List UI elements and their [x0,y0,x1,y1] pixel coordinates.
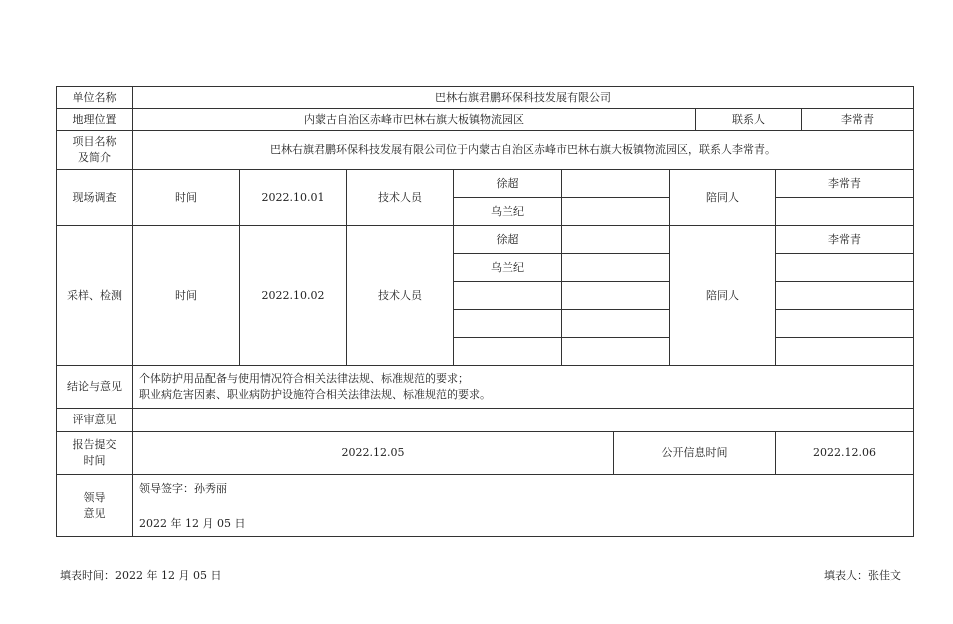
survey-accompany-blank [776,198,914,226]
sampling-tech-blank [562,254,670,282]
value-sampling-date: 2022.10.02 [240,226,347,366]
value-unit-name: 巴林右旗君鹏环保科技发展有限公司 [133,87,914,109]
survey-tech-blank [562,198,670,226]
label-project [57,131,133,170]
row-conclusion [57,366,914,409]
sampling-tech-name: 徐超 [454,226,562,254]
sampling-tech-blank [562,226,670,254]
label-project-line2: 及简介 [78,151,111,164]
sampling-accompany-name [776,254,914,282]
row-survey-1 [57,170,914,198]
label-leader-line2: 意见 [83,506,106,520]
survey-tech-blank [562,170,670,198]
label-contact: 联系人 [696,109,802,131]
sampling-tech-blank [562,282,670,310]
sampling-accompany-name [776,310,914,338]
value-location: 内蒙古自治区赤峰市巴林右旗大板镇物流园区 [133,109,696,131]
row-location [57,109,914,131]
row-review [57,409,914,432]
label-report-time [57,432,133,475]
row-project [57,131,914,170]
row-report [57,432,914,475]
value-leader [133,475,914,537]
sampling-tech-blank [562,338,670,366]
conclusion-line1: 个体防护用品配备与使用情况符合相关法律法规、标准规范的要求； [139,372,469,385]
sampling-tech-name: 乌兰纪 [454,254,562,282]
label-project-line1: 项目名称 [72,135,117,148]
label-leader [57,475,133,537]
row-unit-name [57,87,914,109]
value-survey-date: 2022.10.01 [240,170,347,226]
sampling-tech-name [454,282,562,310]
label-review: 评审意见 [57,409,133,432]
value-conclusion [133,366,914,409]
label-sampling-technician: 技术人员 [347,226,454,366]
value-review [133,409,914,432]
label-leader-line1: 领导 [83,490,106,504]
label-conclusion: 结论与意见 [57,366,133,409]
survey-tech-name: 乌兰纪 [454,198,562,226]
survey-tech-name: 徐超 [454,170,562,198]
label-unit-name: 单位名称 [57,87,133,109]
label-sampling-accompany: 陪同人 [670,226,776,366]
label-public-time: 公开信息时间 [614,432,776,475]
label-survey-accompany: 陪同人 [670,170,776,226]
sampling-tech-blank [562,310,670,338]
sampling-tech-name [454,310,562,338]
sampling-accompany-name: 李常青 [776,226,914,254]
label-survey-technician: 技术人员 [347,170,454,226]
filler-name: 填表人：张佳文 [824,569,901,582]
label-field-survey: 现场调查 [57,170,133,226]
survey-accompany-name: 李常青 [776,170,914,198]
value-report-date: 2022.12.05 [133,432,614,475]
label-sampling-time: 时间 [133,226,240,366]
value-contact: 李常青 [802,109,914,131]
sampling-accompany-name [776,338,914,366]
row-leader [57,475,914,537]
sampling-accompany-name [776,282,914,310]
value-public-date: 2022.12.06 [776,432,914,475]
label-survey-time: 时间 [133,170,240,226]
label-report-line1: 报告提交 [72,438,117,451]
row-sampling-1 [57,226,914,254]
label-sampling: 采样、检测 [57,226,133,366]
leader-signature: 领导签字：孙秀丽 [139,482,227,495]
value-project-desc: 巴林右旗君鹏环保科技发展有限公司位于内蒙古自治区赤峰市巴林右旗大板镇物流园区，联系人李常青。 [133,131,914,170]
label-report-line2: 时间 [83,454,106,467]
fill-time: 填表时间：2022 年 12 月 05 日 [60,569,222,582]
leader-date: 2022 年 12 月 05 日 [139,517,246,530]
label-location: 地理位置 [57,109,133,131]
assessment-form [56,86,914,537]
conclusion-line2: 职业病危害因素、职业病防护设施符合相关法律法规、标准规范的要求。 [139,388,491,401]
sampling-tech-name [454,338,562,366]
